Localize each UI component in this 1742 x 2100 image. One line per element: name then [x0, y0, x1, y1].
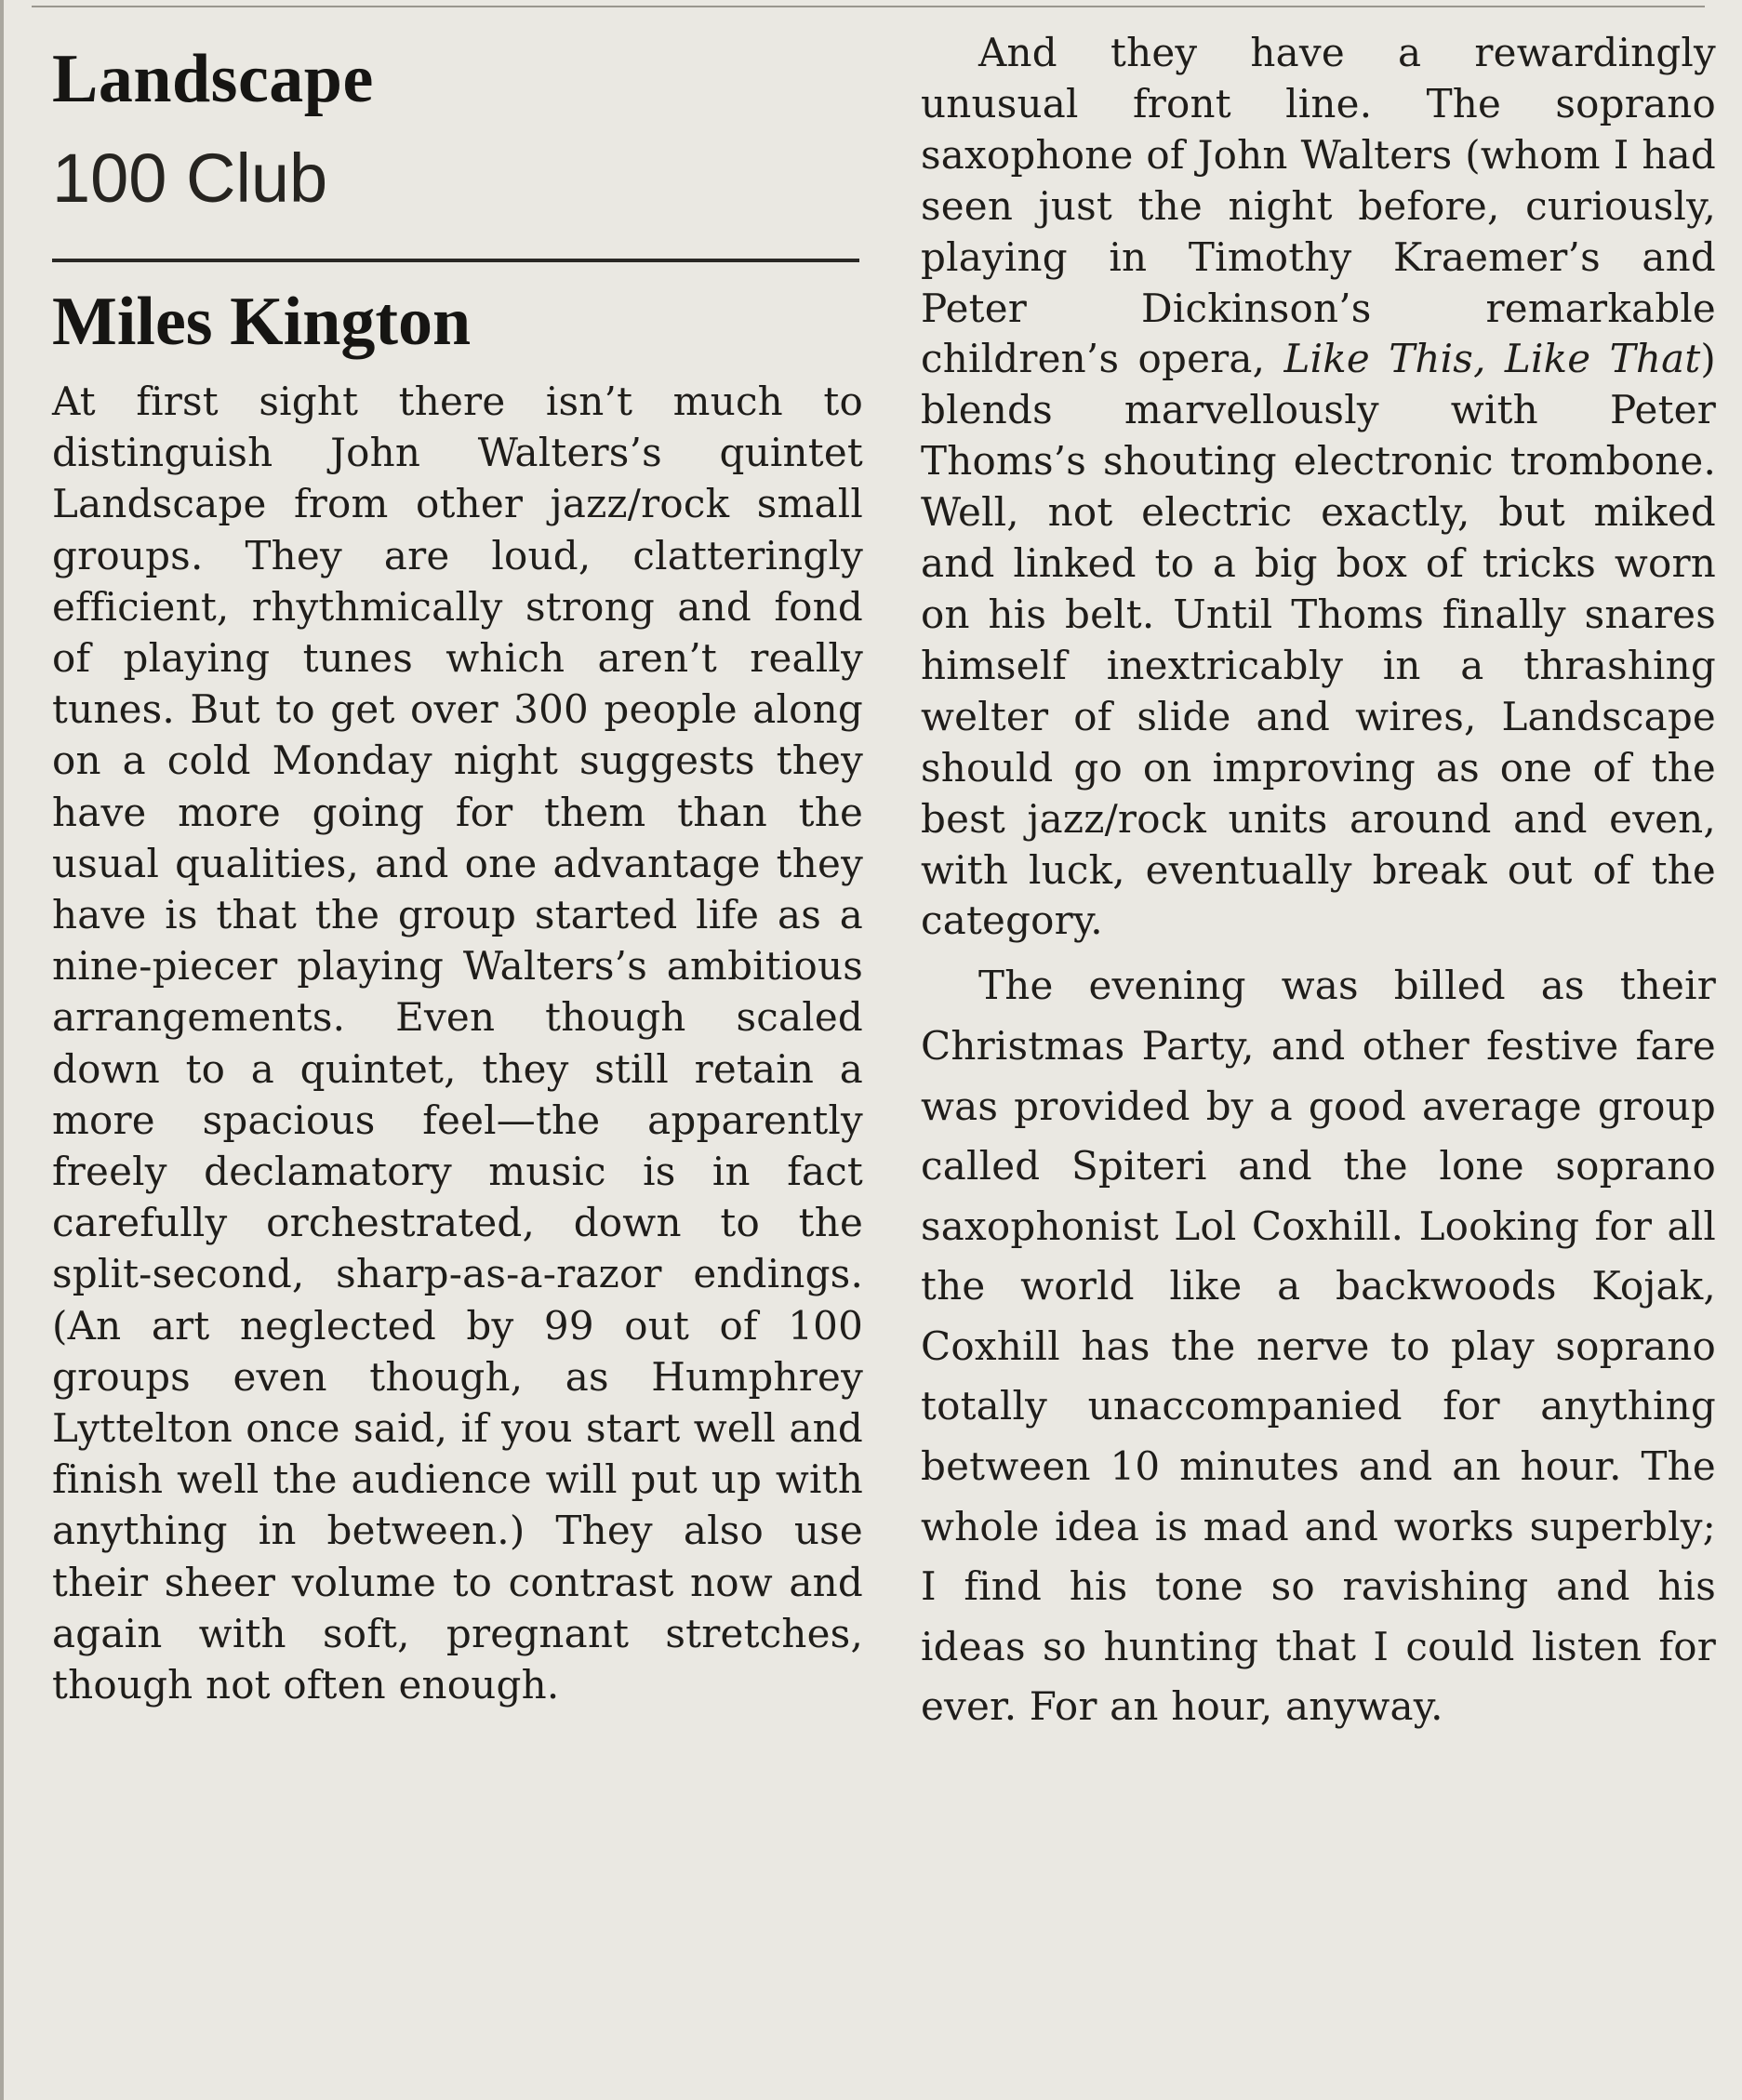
opera-title: Like This, Like That	[1283, 336, 1701, 382]
divider-rule	[52, 259, 859, 262]
venue-subtitle: 100 Club	[52, 140, 328, 217]
paragraph-2-text-b: ) blends marvellously with Peter Thoms’s shouting electronic trombone. Well, not electric exactly, but miked and linked to a big box of tricks worn on his belt. Until Thoms finally snares himself inextricably in a thrashing welter of slide and wires, Landscape should go on improving as one of the best jazz/rock units around and even, with luck, eventually break out of the category.	[921, 336, 1716, 944]
paragraph-2-text-a: And they have a rewardingly unusual front line. The soprano saxophone of John Walters (whom I had seen just the night before, curiously, playing in Timothy Kraemer’s and Peter Dickinson’s remarkable children’s opera,	[921, 30, 1716, 382]
headline: Landscape	[52, 41, 374, 117]
byline: Miles Kington	[52, 284, 472, 360]
top-rule	[32, 6, 1705, 7]
paragraph-1: At first sight there isn’t much to distinguish John Walters’s quintet Landscape from other jazz/rock small groups. They are loud, clatteringly efficient, rhythmically strong and fond of playing tunes which aren’t really tunes. But to get over 300 people along on a cold Monday night suggests they have more going for them than the usual qualities, and one advantage they have is that the group started life as a nine-piecer playing Walters’s ambitious arrangements. Even though scaled down to a quintet, they still retain a more spacious feel—the apparently freely declamatory music is in fact carefully orchestrated, down to the split-second, sharp-as-a-razor endings. (An art neglected by 99 out of 100 groups even though, as Humphrey Lyttelton once said, if you start well and finish well the audience will put up with anything in between.) They also use their sheer volume to contrast now and again with soft, pregnant stretches, though not often enough.	[52, 379, 863, 1708]
right-column	[921, 28, 1716, 1737]
paragraph-3: The evening was billed as their Christmas Party, and other festive fare was provided by a good average group called Spiteri and the lone soprano saxophonist Lol Coxhill. Looking for all the world like a backwoods Kojak, Coxhill has the nerve to play soprano totally unaccompanied for anything between 10 minutes and an hour. The whole idea is mad and works superbly; I find his tone so ravishing and his ideas so hunting that I could listen for ever. For an hour, anyway.	[921, 963, 1716, 1730]
left-column	[52, 28, 863, 1710]
paragraph-2	[921, 28, 1716, 947]
